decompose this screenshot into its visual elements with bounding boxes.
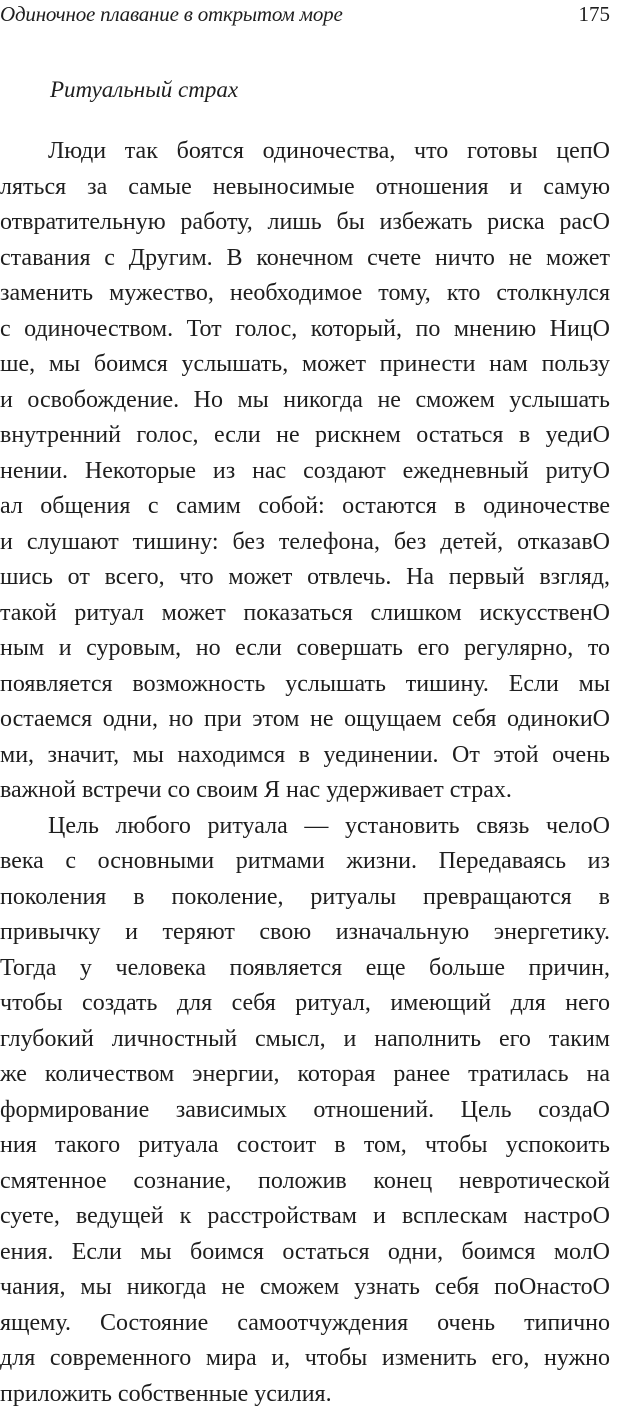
text-line: для современного мира и, чтобы изменить его, нужно: [0, 1341, 610, 1377]
text-line: появляется возможность услышать тишину. Если мы: [0, 667, 610, 703]
running-header: [0, 0, 620, 36]
text-line: чтобы создать для себя ритуал, имеющий для него: [0, 986, 610, 1022]
text-line: поколения в поколение, ритуалы превращаются в: [0, 880, 610, 916]
text-line: остаемся одни, но при этом не ощущаем себя одинокиО: [0, 702, 610, 738]
text-line: чания, мы никогда не сможем узнать себя поОнастоО: [0, 1270, 610, 1306]
text-line: приложить собственные усилия.: [0, 1377, 610, 1412]
text-line: ставания с Другим. В конечном счете ничто не может: [0, 241, 610, 277]
paragraph: [0, 809, 610, 1412]
text-line: шись от всего, что может отвлечь. На первый взгляд,: [0, 560, 610, 596]
text-line: ния такого ритуала состоит в том, чтобы успокоить: [0, 1128, 610, 1164]
paragraph: [0, 134, 610, 809]
text-line: внутренний голос, если не рискнем остаться в уедиО: [0, 418, 610, 454]
text-line: и слушают тишину: без телефона, без детей, отказавО: [0, 525, 610, 561]
text-line: Люди так боятся одиночества, что готовы цепО: [0, 134, 610, 170]
text-line: ляться за самые невыносимые отношения и самую: [0, 170, 610, 206]
text-line: ми, значит, мы находимся в уединении. От этой очень: [0, 738, 610, 774]
text-line: Тогда у человека появляется еще больше причин,: [0, 951, 610, 987]
text-line: важной встречи со своим Я нас удерживает страх.: [0, 773, 610, 809]
text-line: смятенное сознание, положив конец невротической: [0, 1164, 610, 1200]
page-number: 175: [579, 0, 611, 28]
text-line: ше, мы боимся услышать, может принести нам пользу: [0, 347, 610, 383]
text-line: глубокий личностный смысл, и наполнить его таким: [0, 1022, 610, 1058]
text-line: отвратительную работу, лишь бы избежать риска расО: [0, 205, 610, 241]
text-line: же количеством энергии, которая ранее тратилась на: [0, 1057, 610, 1093]
body-text: [0, 134, 610, 1412]
text-line: с одиночеством. Тот голос, который, по мнению НицО: [0, 312, 610, 348]
text-line: ения. Если мы боимся остаться одни, боимся молО: [0, 1235, 610, 1271]
text-line: и освобождение. Но мы никогда не сможем услышать: [0, 383, 610, 419]
text-line: заменить мужество, необходимое тому, кто столкнулся: [0, 276, 610, 312]
text-line: ал общения с самим собой: остаются в одиночестве: [0, 489, 610, 525]
text-line: привычку и теряют свою изначальную энергетику.: [0, 915, 610, 951]
running-header-title: Одиночное плавание в открытом море: [0, 0, 343, 28]
text-line: суете, ведущей к расстройствам и всплескам настроО: [0, 1199, 610, 1235]
text-line: ящему. Состояние самоотчуждения очень типично: [0, 1306, 610, 1342]
text-line: ным и суровым, но если совершать его регулярно, то: [0, 631, 610, 667]
text-line: формирование зависимых отношений. Цель создаО: [0, 1093, 610, 1129]
text-line: нении. Некоторые из нас создают ежедневный ритуО: [0, 454, 610, 490]
text-line: такой ритуал может показаться слишком искусственО: [0, 596, 610, 632]
text-line: века с основными ритмами жизни. Передаваясь из: [0, 844, 610, 880]
text-line: Цель любого ритуала — установить связь челоО: [0, 809, 610, 845]
section-title: Ритуальный страх: [50, 75, 238, 105]
